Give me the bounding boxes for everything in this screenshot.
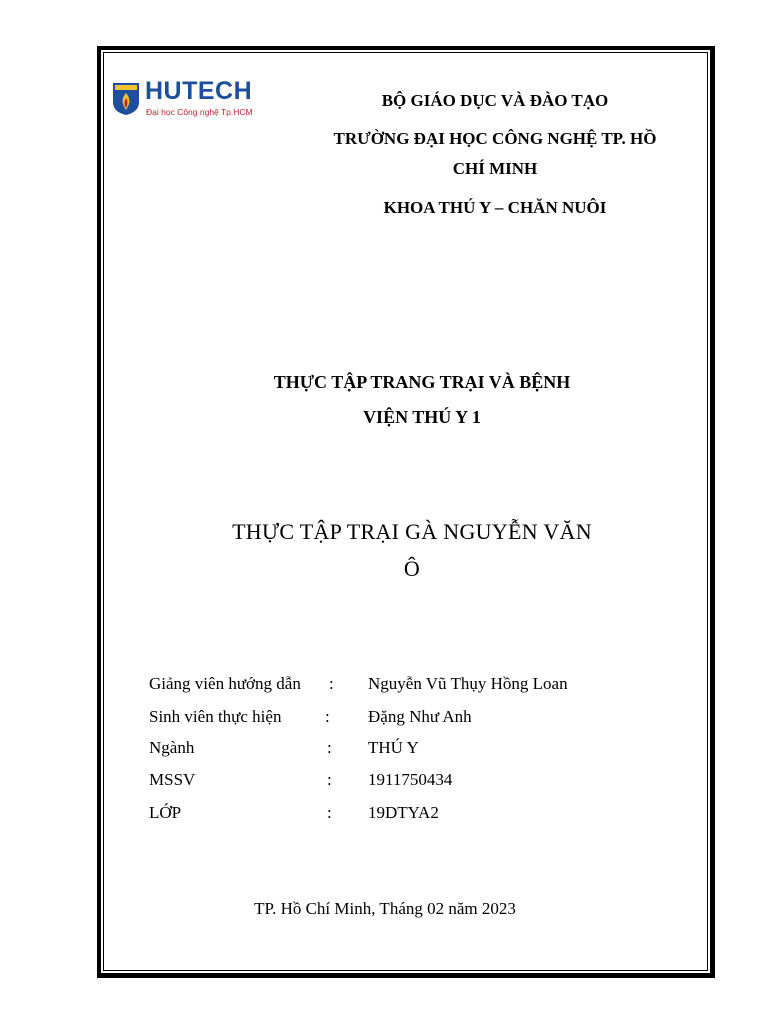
info-value: THÚ Y <box>368 738 419 757</box>
info-colon: : <box>327 738 332 757</box>
logo-tagline: Đại học Công nghệ Tp.HCM <box>146 107 253 117</box>
report-title-line2: Ô <box>403 556 421 581</box>
info-label: Giảng viên hướng dẫn <box>149 674 301 693</box>
page-border <box>97 46 715 978</box>
info-colon: : <box>325 707 330 726</box>
info-row-student <box>149 707 629 731</box>
course-title-line2: VIỆN THÚ Y 1 <box>363 407 481 427</box>
info-value: Nguyễn Vũ Thụy Hồng Loan <box>368 674 568 693</box>
university-name-line1: TRƯỜNG ĐẠI HỌC CÔNG NGHỆ TP. HỒ <box>333 129 657 148</box>
info-label: Ngành <box>149 738 195 757</box>
info-colon: : <box>327 770 332 789</box>
info-colon: : <box>329 674 334 693</box>
info-row-class <box>149 803 629 827</box>
hutech-logo <box>112 77 262 120</box>
info-value: 1911750434 <box>368 770 453 789</box>
info-label: LỚP <box>149 803 182 822</box>
logo-brand-text: HUTECH <box>145 77 253 105</box>
info-row-major <box>149 738 629 762</box>
place-and-date: TP. Hồ Chí Minh, Tháng 02 năm 2023 <box>254 899 516 918</box>
course-title-line1: THỰC TẬP TRANG TRẠI VÀ BỆNH <box>273 372 571 392</box>
info-value: 19DTYA2 <box>368 803 439 822</box>
faculty-name: KHOA THÚ Y – CHĂN NUÔI <box>383 198 607 217</box>
info-label: Sinh viên thực hiện <box>149 707 282 726</box>
info-label: MSSV <box>149 770 196 789</box>
info-row-supervisor <box>149 674 629 698</box>
info-colon: : <box>327 803 332 822</box>
info-value: Đặng Như Anh <box>368 707 472 726</box>
hutech-shield-icon <box>112 82 140 116</box>
info-row-student-id <box>149 770 629 794</box>
report-title-line1: THỰC TẬP TRẠI GÀ NGUYỄN VĂN <box>232 519 592 544</box>
university-name-line2: CHÍ MINH <box>452 159 538 178</box>
ministry-name: BỘ GIÁO DỤC VÀ ĐÀO TẠO <box>381 91 609 110</box>
